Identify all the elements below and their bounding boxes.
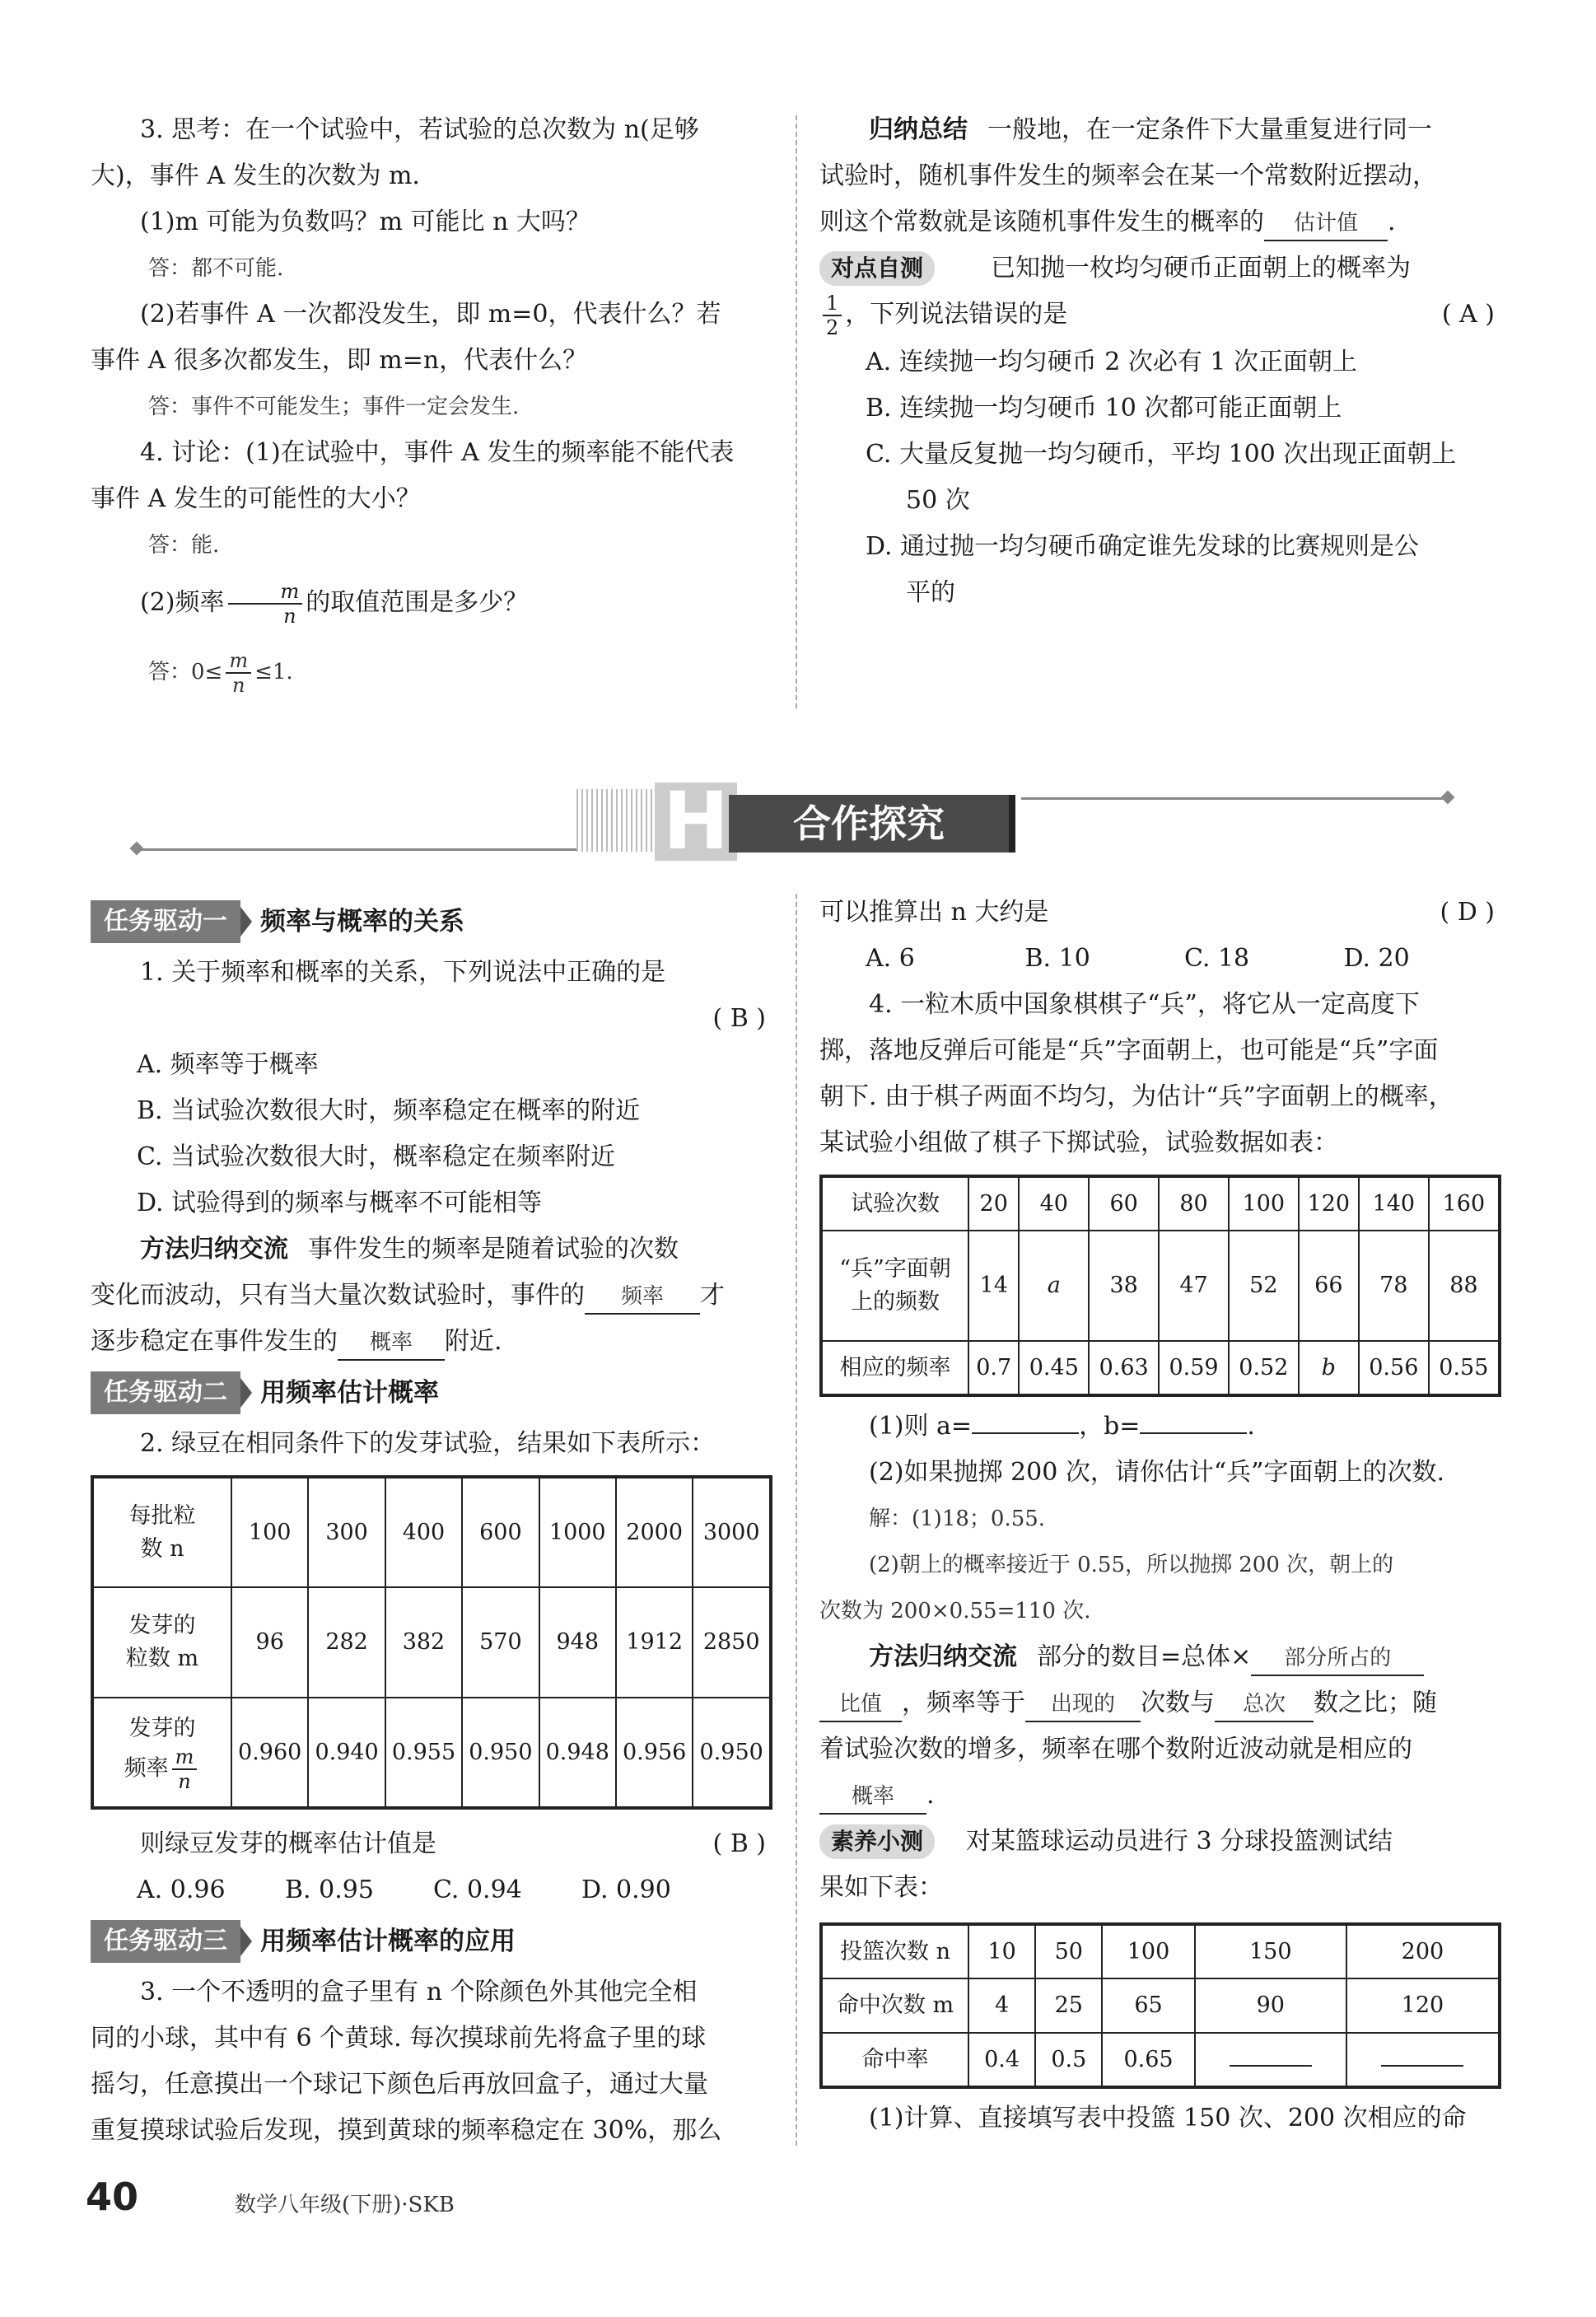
blank-rate-200: [1381, 2065, 1463, 2067]
table-cell: 100: [231, 1477, 308, 1587]
table-cell: 282: [308, 1587, 385, 1698]
q4-chess-line3: 朝下. 由于棋子两面不均匀，为估计“兵”字面朝上的概率，: [819, 1082, 1454, 1111]
table-row: [821, 1924, 1500, 1978]
task2-options: [91, 1867, 774, 1913]
table-row: [821, 1341, 1500, 1395]
q4-chess-line4: 某试验小组做了棋子下掷试验，试验数据如表：: [819, 1128, 1338, 1157]
top-right-column: [819, 107, 1503, 616]
table-cell: 100: [1229, 1176, 1299, 1231]
table-cell: 40: [1019, 1176, 1089, 1231]
table-cell: 600: [462, 1477, 539, 1587]
task2-answer: ( B ): [712, 1829, 766, 1858]
table-cell: 0.52: [1229, 1341, 1299, 1395]
chess-table: [819, 1175, 1501, 1397]
task3-options: [819, 936, 1503, 982]
q3-sub2-answer: 答：事件不可能发生；事件一定会发生.: [148, 395, 520, 419]
q3-sub2-line2: 事件 A 很多次都发生，即 m=n，代表什么？: [91, 346, 588, 375]
task1-blank-probability: 概率: [338, 1326, 445, 1361]
table-cell: 0.950: [693, 1698, 771, 1808]
q3-line2: 大)，事件 A 发生的次数为 m.: [91, 161, 420, 190]
selftest-line1: 对点自测 已知抛一枚均匀硬币正面朝上的概率为: [819, 245, 1503, 292]
table-header-cell: 发芽的 频率 $\frac{m}{n}$: [92, 1698, 231, 1808]
task1-blank-frequency: 频率: [585, 1280, 700, 1315]
summary-line2: 试验时，随机事件发生的频率会在某一个常数附近摆动，: [819, 161, 1437, 190]
table-row: [92, 1587, 771, 1698]
selftest-option-c: C. 大量反复抛一均匀硬币，平均 100 次出现正面朝上: [866, 440, 1457, 469]
blank-a: [972, 1432, 1079, 1434]
literacy-badge: 素养小测: [819, 1824, 935, 1859]
table-cell: 0.45: [1019, 1341, 1089, 1395]
bottom-column-divider: [796, 894, 797, 2146]
task3-line2: 同的小球，其中有 6 个黄球. 每次摸球前先将盒子里的球: [91, 2024, 707, 2053]
table-cell: 52: [1229, 1231, 1299, 1341]
selftest-line2: $\frac{1}{2}$ ，下列说法错误的是 ( A ): [819, 292, 1503, 339]
table-cell: 2850: [693, 1587, 771, 1698]
selftest-option-d-cont: 平的: [906, 578, 955, 607]
selftest-badge: 对点自测: [819, 251, 935, 286]
table-cell: 47: [1159, 1231, 1229, 1341]
table-header-cell: 命中次数 m: [821, 1978, 968, 2033]
selftest-option-a: A. 连续抛一均匀硬币 2 次必有 1 次正面朝上: [866, 348, 1358, 376]
page-number: 40: [86, 2175, 139, 2219]
br-blank-ratio-cont: 比值: [819, 1688, 902, 1722]
task3-tag: 任务驱动三: [91, 1920, 240, 1963]
table-cell: 0.56: [1359, 1341, 1429, 1395]
table-cell: 0.65: [1102, 2033, 1194, 2087]
table-cell: 382: [385, 1587, 462, 1698]
table-cell: 2000: [616, 1477, 693, 1587]
table-cell: 50: [1035, 1924, 1102, 1978]
q3-sub2-line1: (2)若事件 A 一次都没发生，即 m=0，代表什么？若: [140, 300, 721, 329]
task1-method-line3: 逐步稳定在事件发生的 概率 附近.: [91, 1319, 774, 1365]
table-cell: 160: [1429, 1176, 1500, 1231]
table-cell: 4: [968, 1978, 1035, 2033]
table-cell: 0.948: [539, 1698, 616, 1808]
q3-line1: 3. 思考：在一个试验中，若试验的总次数为 n(足够: [140, 115, 699, 144]
fraction-one-half: $\frac{1}{2}$: [823, 292, 842, 339]
q4-chess-solution1: 解：(1)18；0.55.: [869, 1507, 1046, 1531]
q4-line1: 4. 讨论：(1)在试验中，事件 A 发生的频率能不能代表: [140, 438, 735, 467]
table-header-cell: 发芽的 粒数 m: [92, 1587, 231, 1698]
literacy-line2: 果如下表：: [819, 1873, 943, 1902]
q3-sub1: (1)m 可能为负数吗？m 可能比 n 大吗？: [140, 208, 590, 236]
table-header-cell: 相应的频率: [821, 1341, 968, 1395]
table-header-cell: 每批粒 数 n: [92, 1477, 231, 1587]
task1-title: 频率与概率的关系: [260, 907, 464, 937]
task2-option-b: B. 0.95: [285, 1876, 374, 1904]
table-row: [821, 1978, 1500, 2033]
table-cell: 90: [1195, 1978, 1346, 2033]
table-row: [92, 1477, 771, 1587]
table-cell: 66: [1299, 1231, 1359, 1341]
q4-chess-solution2-line1: (2)朝上的概率接近于 0.55，所以抛掷 200 次，朝上的: [869, 1553, 1394, 1577]
task2-header: [91, 1370, 774, 1416]
table-row: [92, 1698, 771, 1808]
task1-method-line1: 方法归纳交流 事件发生的频率是随着试验的次数: [140, 1235, 679, 1264]
table-cell: 0.63: [1089, 1341, 1159, 1395]
task2-option-d: D. 0.90: [581, 1876, 671, 1904]
task3-line3: 摇匀，任意摸出一个球记下颜色后再放回盒子，通过大量: [91, 2070, 708, 2099]
table-cell: 1000: [539, 1477, 616, 1587]
q4-chess-solution2-line2: 次数为 200×0.55=110 次.: [819, 1599, 1091, 1623]
task2-option-a: A. 0.96: [137, 1876, 226, 1904]
summary-label: 归纳总结: [869, 115, 968, 144]
task1-option-d: D. 试验得到的频率与概率不可能相等: [137, 1189, 543, 1217]
task1-option-c: C. 当试验次数很大时，概率稳定在频率附近: [137, 1142, 615, 1171]
table-cell: 96: [231, 1587, 308, 1698]
task1-method-label: 方法归纳交流: [140, 1235, 288, 1264]
table-cell: 14: [968, 1231, 1019, 1341]
table-cell: 200: [1346, 1924, 1500, 1978]
table-cell: 0.940: [308, 1698, 385, 1808]
table-header-cell: 试验次数: [821, 1176, 968, 1231]
bottom-left-column: [91, 894, 774, 2154]
table-row: [821, 1231, 1500, 1341]
q4-chess-line1: 4. 一粒木质中国象棋棋子“兵”，将它从一定高度下: [869, 990, 1420, 1019]
q4-sub2: (2)频率 $\frac{m}{n}$ 的取值范围是多少？: [140, 580, 529, 628]
task2-tag: 任务驱动二: [91, 1371, 240, 1414]
table-cell: 0.4: [968, 2033, 1035, 2087]
literacy-line1: 素养小测 对某篮球运动员进行 3 分球投篮测试结: [819, 1819, 1503, 1865]
q4-chess-line2: 掷，落地反弹后可能是“兵”字面朝上，也可能是“兵”字面: [819, 1036, 1439, 1065]
footer-book-title: 数学八年级(下册)·SKB: [235, 2193, 455, 2217]
task3-option-b: B. 10: [1024, 944, 1090, 973]
task3-header: [91, 1918, 774, 1964]
table-cell: 120: [1346, 1978, 1500, 2033]
table-cell: 0.960: [231, 1698, 308, 1808]
fraction-m-over-n: $\frac{m}{n}$: [228, 580, 303, 628]
top-column-divider: [796, 115, 797, 708]
table-cell: 20: [968, 1176, 1019, 1231]
table-cell: 300: [308, 1477, 385, 1587]
table-cell: 88: [1429, 1231, 1500, 1341]
q4-sub1-answer: 答：能.: [148, 533, 220, 558]
task3-line1: 3. 一个不透明的盒子里有 n 个除颜色外其他完全相: [140, 1978, 698, 2006]
table-cell: 140: [1359, 1176, 1429, 1231]
table-cell: [1346, 2033, 1500, 2087]
br-blank-total: 总次: [1215, 1688, 1314, 1722]
task3-line4: 重复摸球试验后发现，摸到黄球的频率稳定在 30%，那么: [91, 2116, 722, 2145]
table-cell: a: [1019, 1231, 1089, 1341]
banner-title: 合作探究: [729, 795, 1009, 853]
task3-answer: ( D ): [1440, 898, 1495, 927]
table-cell: 0.59: [1159, 1341, 1229, 1395]
table-cell: 0.956: [616, 1698, 693, 1808]
task3-option-c: C. 18: [1184, 944, 1250, 973]
q4-line2: 事件 A 发生的可能性的大小？: [91, 484, 421, 513]
table-cell: 0.955: [385, 1698, 462, 1808]
selftest-answer: ( A ): [1441, 300, 1495, 329]
basketball-sub1: (1)计算、直接填写表中投篮 150 次、200 次相应的命: [869, 2104, 1467, 2132]
task3-continuation: 可以推算出 n 大约是 ( D ): [819, 890, 1503, 936]
selftest-option-c-cont: 50 次: [906, 486, 970, 515]
q4-sub2-answer: 答：0≤ $\frac{m}{n}$ ≤1.: [148, 649, 293, 697]
task1-header: [91, 899, 774, 945]
task3-option-d: D. 20: [1343, 944, 1410, 973]
br-method-line4: 概率 .: [819, 1773, 1503, 1819]
basketball-table: [819, 1922, 1501, 2089]
task1-question: 1. 关于频率和概率的关系，下列说法中正确的是: [140, 958, 666, 987]
task1-method-line2: 变化而波动，只有当大量次数试验时，事件的 频率 才: [91, 1273, 774, 1319]
task1-tag: 任务驱动一: [91, 900, 240, 943]
q3-sub1-answer: 答：都不可能.: [148, 256, 284, 281]
task3-option-a: A. 6: [866, 944, 915, 973]
table-row: [821, 1176, 1500, 1231]
table-cell: 25: [1035, 1978, 1102, 2033]
task1-answer: ( B ): [712, 1004, 766, 1033]
q4-chess-sub2: (2)如果抛掷 200 次，请你估计“兵”字面朝上的次数.: [869, 1458, 1445, 1487]
table-cell: 0.7: [968, 1341, 1019, 1395]
mungbean-table: [91, 1475, 772, 1810]
blank-rate-150: [1230, 2065, 1312, 2067]
summary-blank: 估计值: [1264, 207, 1388, 241]
table-cell: 948: [539, 1587, 616, 1698]
table-cell: 0.5: [1035, 2033, 1102, 2087]
task3-title: 用频率估计概率的应用: [260, 1927, 516, 1956]
br-blank-probability: 概率: [819, 1780, 926, 1815]
table-cell: 10: [968, 1924, 1035, 1978]
summary-line3: 则这个常数就是该随机事件发生的概率的 估计值 .: [819, 199, 1503, 245]
task1-option-b: B. 当试验次数很大时，频率稳定在概率的附近: [137, 1096, 641, 1125]
table-header-cell: 投篮次数 n: [821, 1924, 968, 1978]
q4-chess-sub1: (1)则 a= ，b= .: [869, 1412, 1255, 1441]
table-cell: 3000: [693, 1477, 771, 1587]
table-cell: 400: [385, 1477, 462, 1587]
selftest-option-b: B. 连续抛一均匀硬币 10 次都可能正面朝上: [866, 394, 1342, 423]
table-row: [821, 2033, 1500, 2087]
table-cell: 570: [462, 1587, 539, 1698]
selftest-option-d: D. 通过抛一均匀硬币确定谁先发球的比赛规则是公: [866, 532, 1420, 561]
br-method-line3: 着试验次数的增多，频率在哪个数附近波动就是相应的: [819, 1735, 1412, 1763]
task2-estimate-question: 则绿豆发芽的概率估计值是 ( B ): [91, 1821, 774, 1867]
task1-option-a: A. 频率等于概率: [137, 1050, 319, 1079]
br-blank-ratio: 部分所占的: [1251, 1642, 1424, 1676]
blank-b: [1140, 1432, 1247, 1434]
table-cell: 100: [1102, 1924, 1194, 1978]
table-header-cell: 命中率: [821, 2033, 968, 2087]
table-cell: 120: [1299, 1176, 1359, 1231]
table-cell: 150: [1195, 1924, 1346, 1978]
task2-question: 2. 绿豆在相同条件下的发芽试验，结果如下表所示：: [140, 1429, 716, 1458]
table-cell: 0.950: [462, 1698, 539, 1808]
table-cell: b: [1299, 1341, 1359, 1395]
banner-letter: H: [655, 782, 737, 861]
fraction-m-over-n-table: $\frac{m}{n}$: [172, 1745, 198, 1793]
table-cell: 0.55: [1429, 1341, 1500, 1395]
table-header-cell: “兵”字面朝 上的频数: [821, 1231, 968, 1341]
br-method-line2: 比值 ，频率等于 出现的 次数与 总次 数之比；随: [819, 1680, 1503, 1726]
table-cell: 65: [1102, 1978, 1194, 2033]
table-cell: 78: [1359, 1231, 1429, 1341]
task2-option-c: C. 0.94: [433, 1876, 522, 1904]
br-blank-occurrence: 出现的: [1025, 1688, 1141, 1722]
task2-title: 用频率估计概率: [260, 1378, 439, 1408]
table-cell: 80: [1159, 1176, 1229, 1231]
br-method-line1: 方法归纳交流 部分的数目=总体× 部分所占的: [819, 1634, 1503, 1680]
br-method-label: 方法归纳交流: [869, 1642, 1017, 1671]
fraction-m-over-n-answer: $\frac{m}{n}$: [226, 649, 251, 697]
top-left-column: [91, 107, 774, 697]
table-cell: [1195, 2033, 1346, 2087]
bottom-right-column: [819, 890, 1503, 2142]
table-cell: 38: [1089, 1231, 1159, 1341]
summary-line1: 归纳总结 一般地，在一定条件下大量重复进行同一: [869, 115, 1432, 144]
table-cell: 1912: [616, 1587, 693, 1698]
table-cell: 60: [1089, 1176, 1159, 1231]
